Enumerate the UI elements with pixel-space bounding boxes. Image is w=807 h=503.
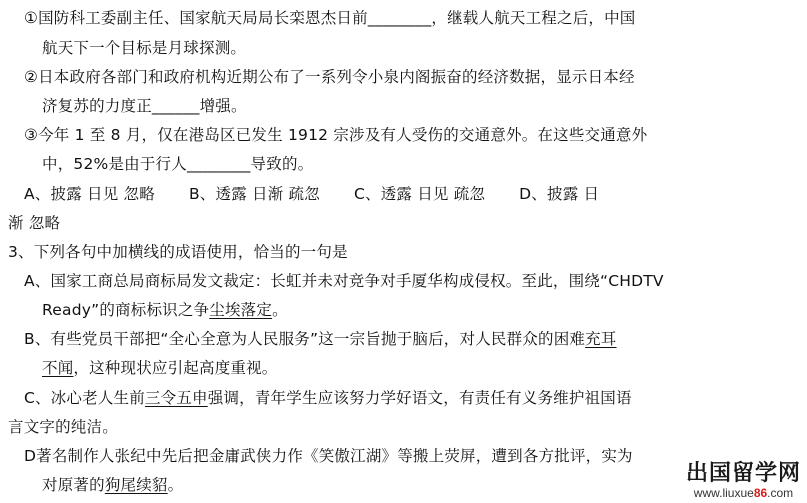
underlined-idiom: 尘埃落定 <box>209 301 273 319</box>
choice-b-line-2: 不闻，这种现状应引起高度重视。 <box>42 359 278 377</box>
item-2-line-1: ②日本政府各部门和政府机构近期公布了一系列令小泉内阁振奋的经济数据，显示日本经 <box>24 68 635 86</box>
options-wrap-line: 渐 忽略 <box>8 214 61 232</box>
option-c: C、透露 日见 疏忽 <box>353 185 486 203</box>
underlined-idiom: 充耳 <box>585 330 617 348</box>
item-1-line-2: 航天下一个目标是月球探测。 <box>42 39 247 57</box>
choice-c-line-1: C、冰心老人生前三令五申强调，青年学生应该努力学好语文，有责任有义务维护祖国语 <box>24 389 632 407</box>
question-3-stem: 3、下列各句中加横线的成语使用，恰当的一句是 <box>8 243 348 261</box>
option-b: B、透露 日渐 疏忽 <box>188 185 320 203</box>
choice-d-line-1: D著名制作人张纪中先后把金庸武侠力作《笑傲江湖》等搬上荧屏，遭到各方批评，实为 <box>24 447 633 465</box>
choice-b-line-1: B、有些党员干部把“全心全意为人民服务”这一宗旨抛于脑后，对人民群众的困难充耳 <box>24 330 617 348</box>
item-2-line-2: 济复苏的力度正______增强。 <box>42 97 247 115</box>
choice-a-line-1: A、国家工商总局商标局发文裁定：长虹并未对竞争对手厦华构成侵权。至此，围绕“CHDTV <box>24 272 664 290</box>
underlined-idiom: 狗尾续貂 <box>104 476 168 494</box>
watermark-brand: 出国留学网 <box>685 461 801 486</box>
watermark-url: www.liuxue86.com <box>693 486 794 500</box>
choice-a-line-2: Ready”的商标标识之争尘埃落定。 <box>42 301 288 319</box>
site-watermark <box>686 463 801 499</box>
option-d: D、披露 日 <box>519 185 600 203</box>
underlined-idiom: 三令五申 <box>144 389 208 407</box>
choice-c-line-2: 言文字的纯洁。 <box>8 418 118 436</box>
underlined-idiom: 不闻 <box>42 359 74 377</box>
choice-d-line-2: 对原著的狗尾续貂。 <box>42 476 184 494</box>
item-3-line-2: 中，52%是由于行人________导致的。 <box>42 155 314 173</box>
options-row <box>24 184 599 204</box>
item-3-line-1: ③今年 1 至 8 月，仅在港岛区已发生 1912 宗涉及有人受伤的交通意外。在这些交通意外 <box>24 126 648 144</box>
option-a: A、披露 日见 忽略 <box>24 185 155 203</box>
item-1-line-1: ①国防科工委副主任、国家航天局局长栾恩杰日前________，继载人航天工程之后，中国 <box>24 9 636 27</box>
